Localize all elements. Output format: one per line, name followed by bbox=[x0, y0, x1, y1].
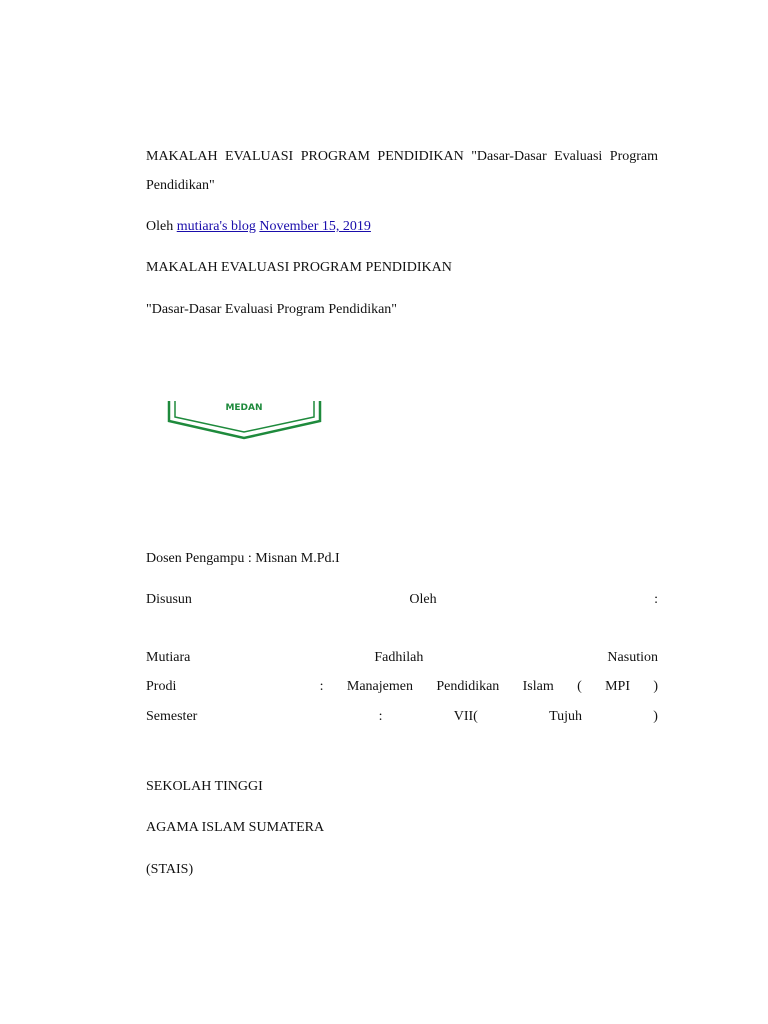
prodi-word: MPI bbox=[605, 679, 630, 694]
disusun-line bbox=[146, 591, 658, 609]
semester-word: Tujuh bbox=[549, 709, 583, 724]
prodi-line bbox=[146, 678, 658, 696]
prodi-word: Pendidikan bbox=[436, 679, 500, 694]
prodi-word: : bbox=[319, 679, 324, 694]
name-word: Nasution bbox=[607, 650, 658, 665]
prodi-word: Manajemen bbox=[346, 679, 413, 694]
semester-word: VII( bbox=[453, 709, 478, 724]
semester-word: Semester bbox=[146, 709, 198, 724]
institution-line-1: SEKOLAH TINGGI bbox=[146, 779, 263, 794]
institution-line-3: (STAIS) bbox=[146, 862, 194, 877]
disusun-word: : bbox=[654, 592, 658, 607]
disusun-word: Oleh bbox=[409, 592, 437, 607]
semester-word: : bbox=[378, 709, 383, 724]
author-link[interactable]: mutiara's blog bbox=[176, 219, 256, 234]
institution-line-2: AGAMA ISLAM SUMATERA bbox=[146, 820, 325, 835]
makalah-heading: MAKALAH EVALUASI PROGRAM PENDIDIKAN bbox=[146, 260, 452, 275]
lecturer-line: Dosen Pengampu : Misnan M.Pd.I bbox=[146, 551, 340, 566]
semester-line bbox=[146, 708, 658, 726]
title-word: MAKALAH bbox=[146, 149, 218, 164]
title-word: Program bbox=[609, 149, 658, 164]
semester-word: ) bbox=[653, 709, 658, 724]
disusun-word: Disusun bbox=[146, 592, 192, 607]
makalah-subheading: "Dasar-Dasar Evaluasi Program Pendidikan" bbox=[146, 302, 398, 317]
title-word: Evaluasi bbox=[554, 149, 603, 164]
document-title-line-1 bbox=[146, 148, 658, 166]
byline bbox=[146, 218, 658, 236]
date-link[interactable]: November 15, 2019 bbox=[259, 219, 371, 234]
name-word: Mutiara bbox=[146, 650, 191, 665]
document-title-line-2: Pendidikan" bbox=[146, 178, 215, 193]
title-word: PENDIDIKAN bbox=[377, 149, 464, 164]
prodi-word: ) bbox=[653, 679, 658, 694]
prodi-word: Prodi bbox=[146, 679, 177, 694]
byline-prefix: Oleh bbox=[146, 219, 174, 234]
prodi-word: ( bbox=[577, 679, 582, 694]
title-word: EVALUASI bbox=[225, 149, 294, 164]
logo-text: MEDAN bbox=[225, 403, 263, 413]
title-word: PROGRAM bbox=[300, 149, 370, 164]
title-word: "Dasar-Dasar bbox=[471, 149, 547, 164]
name-word: Fadhilah bbox=[374, 650, 424, 665]
institution-logo bbox=[166, 401, 324, 441]
prodi-word: Islam bbox=[522, 679, 554, 694]
student-name-line bbox=[146, 649, 658, 667]
